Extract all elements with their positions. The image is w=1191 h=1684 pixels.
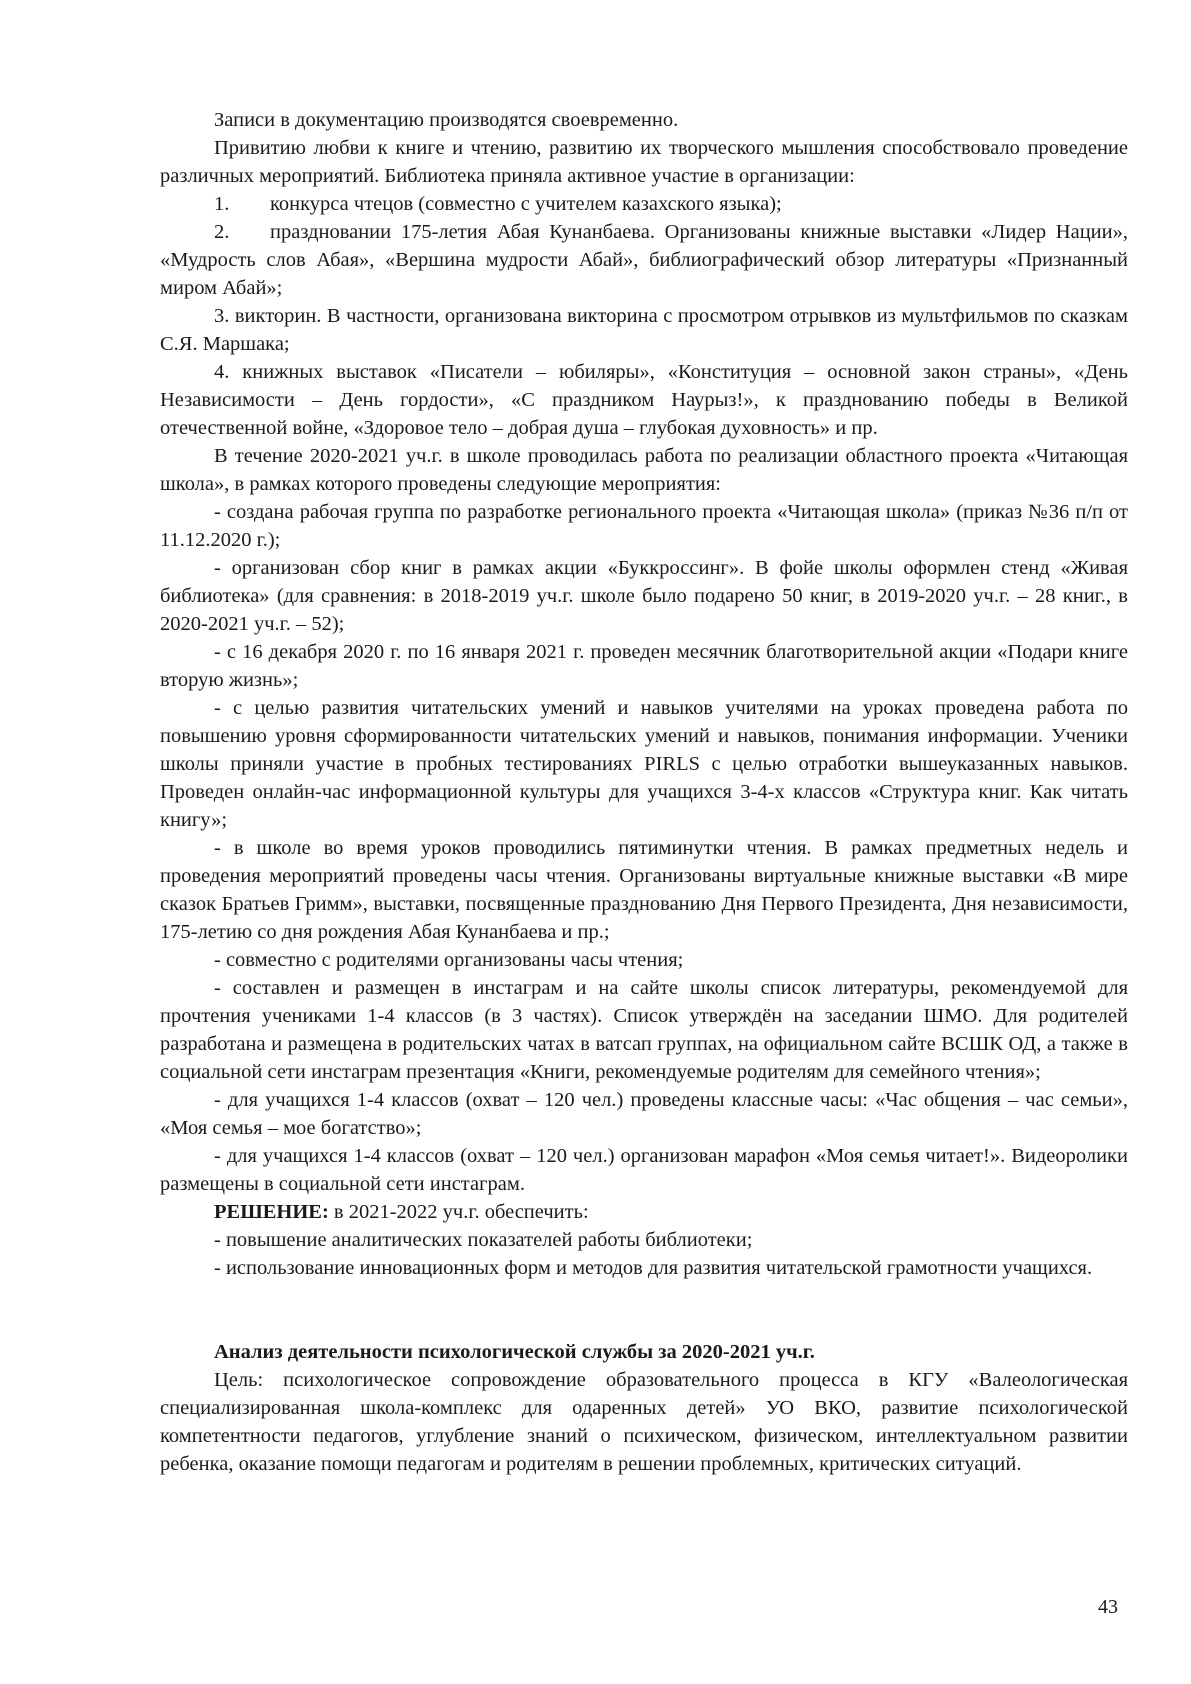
list-item: - составлен и размещен в инстаграм и на сайте школы список литературы, рекомендуемой для прочтения учениками 1-4 классов (в 3 частях). Список утверждён на заседании ШМО. Для родителей разработана и размещена в родительских чатах в ватсап группах, на официальном сайте ВСШК ОД, а также в социальной сети инстаграм презентация «Книги, рекомендуемые родителям для семейного чтения»; [160, 977, 1128, 1083]
paragraph-intro: Привитию любви к книге и чтению, развитию их творческого мышления способствовало проведение различных мероприятий. Библиотека приняла активное участие в организации: [160, 137, 1128, 187]
list-item: - совместно с родителями организованы часы чтения; [214, 949, 684, 971]
decision-text: в 2021-2022 уч.г. обеспечить: [328, 1201, 589, 1223]
paragraph-goal: Цель: психологическое сопровождение образовательного процесса в КГУ «Валеологическая специализированная школа-комплекс для одаренных детей» УО ВКО, развитие психологической компетентности педагогов, углубление знаний о психическом, физическом, интеллектуальном развитии ребенка, оказание помощи педагогам и родителям в решении проблемных, критических ситуаций. [160, 1369, 1128, 1475]
list-item: 2. праздновании 175-летия Абая Кунанбаева. Организованы книжные выставки «Лидер Нации», «Мудрость слов Абая», «Вершина мудрости Абай», библиографический обзор литературы «Признанный миром Абай»; [160, 221, 1128, 299]
page-body [160, 106, 1128, 1478]
list-item: - с целью развития читательских умений и навыков учителями на уроках проведена работа по повышению уровня сформированности читательских умений и навыков, понимания информации. Ученики школы приняли участие в пробных тестированиях PIRLS с целью отработки вышеуказанных навыков. Проведен онлайн-час информационной культуры для учащихся 3-4-х классов «Структура книг. Как читать книгу»; [160, 697, 1128, 831]
list-item: - в школе во время уроков проводились пятиминутки чтения. В рамках предметных недель и проведения мероприятий проведены часы чтения. Организованы виртуальные книжные выставки «В мире сказок Братьев Гримм», выставки, посвященные празднованию Дня Первого Президента, Дня независимости, 175-летию со дня рождения Абая Кунанбаева и пр.; [160, 837, 1128, 943]
list-item: 3. викторин. В частности, организована викторина с просмотром отрывков из мультфильмов по сказкам С.Я. Маршака; [160, 305, 1128, 355]
list-item: - для учащихся 1-4 классов (охват – 120 чел.) проведены классные часы: «Час общения – час семьи», «Моя семья – мое богатство»; [160, 1089, 1128, 1139]
decision-label: РЕШЕНИЕ: [214, 1201, 329, 1223]
list-item: - использование инновационных форм и методов для развития читательской грамотности учащихся. [214, 1257, 1093, 1279]
paragraph-decision [160, 1198, 1128, 1226]
list-item: 4. книжных выставок «Писатели – юбиляры», «Конституция – основной закон страны», «День Независимости – День гордости», «С праздником Наурыз!», к празднованию победы в Великой отечественной войне, «Здоровое тело – добрая душа – глубокая духовность» и пр. [160, 361, 1128, 439]
list-item: - с 16 декабря 2020 г. по 16 января 2021 г. проведен месячник благотворительной акции «Подари книге вторую жизнь»; [160, 641, 1128, 691]
page-number: 43 [1098, 1596, 1118, 1618]
list-item: - создана рабочая группа по разработке регионального проекта «Читающая школа» (приказ №36 п/п от 11.12.2020 г.); [160, 501, 1128, 551]
list-item: - для учащихся 1-4 классов (охват – 120 чел.) организован марафон «Моя семья читает!». Видеоролики размещены в социальной сети инстаграм. [160, 1145, 1128, 1195]
list-item: 1. конкурса чтецов (совместно с учителем казахского языка); [214, 193, 782, 215]
list-item: - организован сбор книг в рамках акции «Буккроссинг». В фойе школы оформлен стенд «Живая библиотека» (для сравнения: в 2018-2019 уч.г. школе было подарено 50 книг, в 2019-2020 уч.г. – 28 книг., в 2020-2021 уч.г. – 52); [160, 557, 1128, 635]
list-item: - повышение аналитических показателей работы библиотеки; [214, 1229, 753, 1251]
section-spacer [160, 1282, 1128, 1338]
section-heading: Анализ деятельности психологической службы за 2020-2021 уч.г. [214, 1341, 815, 1363]
paragraph-project-intro: В течение 2020-2021 уч.г. в школе проводилась работа по реализации областного проекта «Читающая школа», в рамках которого проведены следующие мероприятия: [160, 445, 1128, 495]
paragraph-records: Записи в документацию производятся своевременно. [214, 109, 679, 131]
